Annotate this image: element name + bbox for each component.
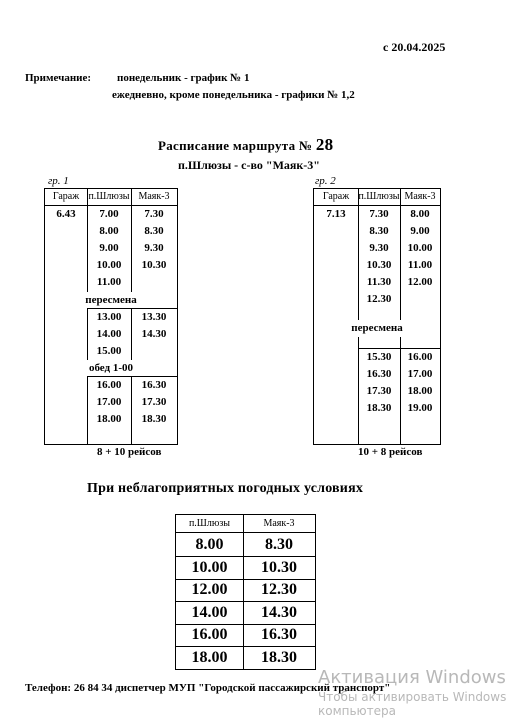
departure-mayak: 10.00 (407, 242, 433, 254)
column-header: п.Шлюзы (88, 191, 130, 202)
phone-footer: Телефон: 26 84 34 диспетчер МУП "Городской пассажирский транспорт" (25, 682, 391, 694)
departure-mayak: 14.30 (261, 603, 297, 621)
schedule-break-label: пересмена (47, 292, 175, 309)
column-header: Маяк-3 (263, 518, 295, 529)
departure-shlyuzy: 11.30 (366, 276, 392, 288)
departure-mayak: 8.00 (410, 208, 430, 220)
bad-weather-title: При неблагоприятных погодных условиях (87, 481, 364, 496)
departure-shlyuzy: 8.00 (195, 536, 224, 553)
effective-date: с 20.04.2025 (383, 40, 446, 54)
departure-mayak: 13.30 (141, 311, 167, 323)
garage-time: 6.43 (56, 208, 76, 220)
departure-mayak: 16.30 (141, 379, 167, 391)
watermark-line-3: компьютера (318, 704, 397, 718)
departure-shlyuzy: 10.00 (96, 259, 122, 271)
departure-mayak: 8.30 (144, 225, 164, 237)
departure-mayak: 12.30 (261, 581, 297, 598)
departure-mayak: 18.30 (141, 413, 167, 425)
route-name: п.Шлюзы - с-во "Маяк-3" (178, 158, 320, 172)
departure-shlyuzy: 9.30 (369, 242, 389, 254)
group-2-trip-count: 10 + 8 рейсов (358, 446, 423, 458)
schedule-group-1 (44, 188, 178, 445)
departure-mayak (400, 291, 440, 308)
departure-shlyuzy: 14.00 (191, 603, 228, 621)
departure-shlyuzy: 13.00 (96, 311, 122, 323)
bad-weather-header (176, 515, 315, 533)
departure-mayak: 16.30 (261, 626, 297, 643)
departure-shlyuzy: 14.00 (96, 328, 122, 340)
departure-mayak: 7.30 (144, 208, 164, 220)
departure-mayak: 9.30 (144, 242, 164, 254)
departure-shlyuzy: 8.30 (369, 225, 389, 237)
departure-mayak: 16.00 (407, 351, 433, 363)
departure-mayak: 18.00 (407, 385, 433, 397)
departure-mayak: 9.00 (410, 225, 430, 237)
departure-shlyuzy: 9.00 (99, 242, 119, 254)
departure-mayak: 10.30 (141, 259, 167, 271)
column-header: Маяк-3 (138, 191, 170, 202)
departure-mayak: 17.30 (141, 396, 167, 408)
departure-shlyuzy: 12.00 (191, 581, 228, 598)
note-line-1: понедельник - график № 1 (117, 72, 250, 84)
route-number: 28 (315, 135, 334, 154)
garage-time: 7.13 (326, 208, 346, 220)
departure-shlyuzy: 15.30 (366, 351, 392, 363)
bad-weather-table (175, 514, 316, 670)
schedule-header (314, 189, 440, 206)
departure-mayak: 17.00 (407, 368, 433, 380)
departure-shlyuzy: 11.00 (96, 276, 122, 288)
departure-shlyuzy: 10.00 (191, 558, 228, 576)
departure-mayak: 14.30 (141, 328, 167, 340)
column-header: п.Шлюзы (358, 191, 400, 202)
departure-shlyuzy: 16.30 (366, 368, 392, 380)
departure-shlyuzy: 18.00 (191, 648, 228, 666)
departure-shlyuzy: 18.30 (366, 402, 392, 414)
departure-mayak: 11.00 (407, 259, 433, 271)
departure-mayak: 8.30 (265, 536, 293, 553)
departure-mayak: 19.00 (407, 402, 433, 414)
departure-shlyuzy: 17.30 (366, 385, 392, 397)
group-1-trip-count: 8 + 10 рейсов (97, 446, 162, 458)
departure-shlyuzy: 16.00 (191, 626, 228, 643)
departure-mayak (131, 274, 177, 291)
departure-mayak (131, 343, 177, 360)
watermark-line-1: Активация Windows (318, 667, 506, 688)
departure-shlyuzy: 16.00 (96, 379, 122, 391)
schedule-break-label: обед 1-00 (47, 360, 175, 377)
departure-shlyuzy: 7.30 (369, 208, 389, 220)
schedule-break-label: пересмена (316, 320, 438, 337)
departure-shlyuzy: 18.00 (96, 413, 122, 425)
schedule-group-2 (313, 188, 441, 445)
group-2-label: гр. 2 (315, 175, 336, 187)
departure-mayak: 10.30 (261, 558, 297, 576)
departure-shlyuzy: 17.00 (96, 396, 122, 408)
column-header: Гараж (52, 191, 80, 202)
title-text: Расписание маршрута № (158, 138, 313, 153)
departure-mayak: 18.30 (261, 648, 297, 666)
activation-watermark (318, 667, 506, 718)
departure-mayak: 12.00 (407, 276, 433, 288)
column-header: Гараж (322, 191, 350, 202)
page-title (158, 135, 333, 155)
schedule-header (45, 189, 177, 206)
column-header: п.Шлюзы (188, 518, 231, 529)
group-1-label: гр. 1 (48, 175, 69, 187)
watermark-line-2: Чтобы активировать Windows (318, 690, 507, 704)
departure-shlyuzy: 8.00 (99, 225, 119, 237)
departure-shlyuzy: 10.30 (366, 259, 392, 271)
departure-shlyuzy: 12.30 (366, 293, 392, 305)
departure-shlyuzy: 7.00 (99, 208, 119, 220)
departure-shlyuzy: 15.00 (96, 345, 122, 357)
note-label: Примечание: (25, 72, 92, 84)
column-header: Маяк-3 (404, 191, 436, 202)
note-line-2: ежедневно, кроме понедельника - графики № 1,2 (112, 89, 355, 101)
